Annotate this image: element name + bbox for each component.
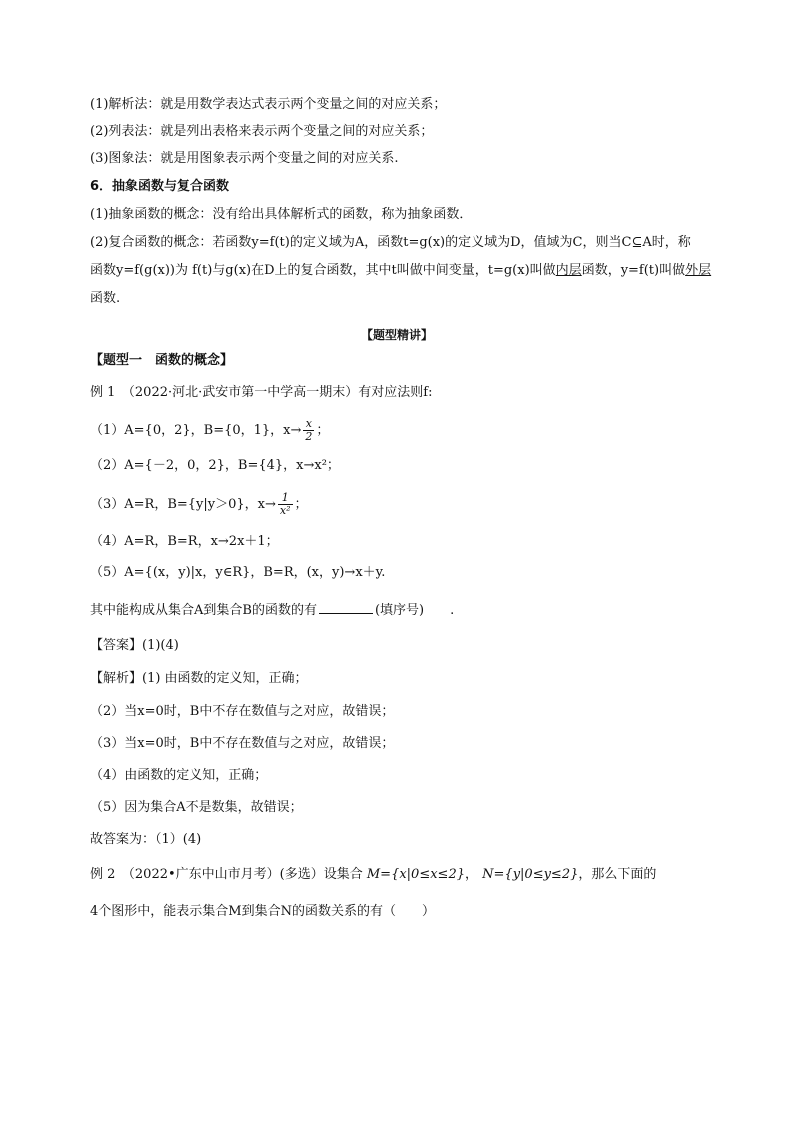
method-graph: (3)图象法：就是用图象表示两个变量之间的对应关系.: [90, 151, 399, 166]
analysis1-line-3: （3）当x=0时，B中不存在数值与之对应，故错误；: [90, 736, 395, 751]
inner-layer-term: 内层: [555, 263, 582, 278]
example1-item-3: [90, 492, 724, 517]
section6-title: 6．抽象函数与复合函数: [90, 179, 230, 194]
fraction-x-over-2: $\frac{x}{2}$: [305, 417, 313, 443]
method-table: (2)列表法：就是列出表格来表示两个变量之间的对应关系；: [90, 124, 434, 139]
question-text-a: 其中能构成从集合A到集合B的函数的有: [90, 603, 317, 618]
type1-heading: 【题型一 函数的概念】: [90, 353, 234, 368]
lecture-heading: 【题型精讲】: [360, 328, 433, 342]
answer1: 【答案】(1)(4): [90, 638, 179, 653]
example2-intro: 例 2 （2022•广东中山市月考）(多选）设集合: [90, 867, 363, 882]
outer-layer-term: 外层: [685, 263, 712, 278]
example1-item-5: （5）A={(x，y)|x，y∈R}，B=R，(x，y)→x＋y.: [90, 565, 386, 580]
composite-function-def-line3: 函数.: [90, 291, 121, 306]
example1-question: [90, 601, 724, 620]
set-separator: ，: [465, 867, 479, 882]
fraction-1-over-x2: $\frac{1}{\text{x²}}$: [279, 491, 291, 517]
item3-suffix: ；: [294, 497, 308, 512]
example2-tail: ，那么下面的: [578, 867, 657, 882]
composite-text-a: 函数y=f(g(x))为 f(t)与g(x)在D上的复合函数，其中t叫做中间变量，t=g(x)叫做: [90, 263, 556, 278]
item1-suffix: ；: [316, 423, 330, 438]
answer-blank: [319, 601, 373, 614]
composite-function-def-line1: (2)复合函数的概念：若函数y=f(t)的定义域为A，函数t=g(x)的定义域为D，值域为C，则当C⊆A时，称: [90, 235, 691, 250]
analysis1-line-2: （2）当x=0时，B中不存在数值与之对应，故错误；: [90, 704, 395, 719]
analysis1-line-5: （5）因为集合A不是数集，故错误；: [90, 800, 303, 815]
set-m-formula: M={x|0≤x≤2}: [366, 867, 465, 882]
analysis1-conclusion: 故答案为：（1）(4): [90, 832, 202, 847]
set-n-formula: N={y|0≤y≤2}: [482, 867, 579, 882]
abstract-function-def: (1)抽象函数的概念：没有给出具体解析式的函数，称为抽象函数．: [90, 207, 473, 222]
question-text-b: (填序号) .: [374, 603, 455, 618]
example1-item-1: [90, 418, 724, 443]
item1-prefix: （1）A={0，2}，B={0，1}，x→: [90, 423, 302, 438]
composite-function-def-line2: [90, 262, 724, 280]
method-analytic: (1)解析法：就是用数学表达式表示两个变量之间的对应关系；: [90, 97, 447, 112]
example2-line-1: [90, 866, 724, 884]
composite-text-b: 函数，y=f(t)叫做: [581, 263, 686, 278]
example1-item-4: （4）A=R，B=R，x→2x＋1；: [90, 534, 279, 549]
example2-line-2: 4个图形中，能表示集合M到集合N的函数关系的有（ ）: [90, 904, 435, 919]
example1-item-2: （2）A={－2，0，2}，B={4}，x→x²；: [90, 458, 340, 473]
example1-intro: 例 1 （2022·河北·武安市第一中学高一期末）有对应法则f:: [90, 385, 433, 400]
item3-prefix: （3）A=R，B={y|y＞0}，x→: [90, 497, 276, 512]
analysis1-line-1: 【解析】(1) 由函数的定义知，正确；: [90, 671, 308, 686]
analysis1-line-4: （4）由函数的定义知，正确；: [90, 768, 268, 783]
